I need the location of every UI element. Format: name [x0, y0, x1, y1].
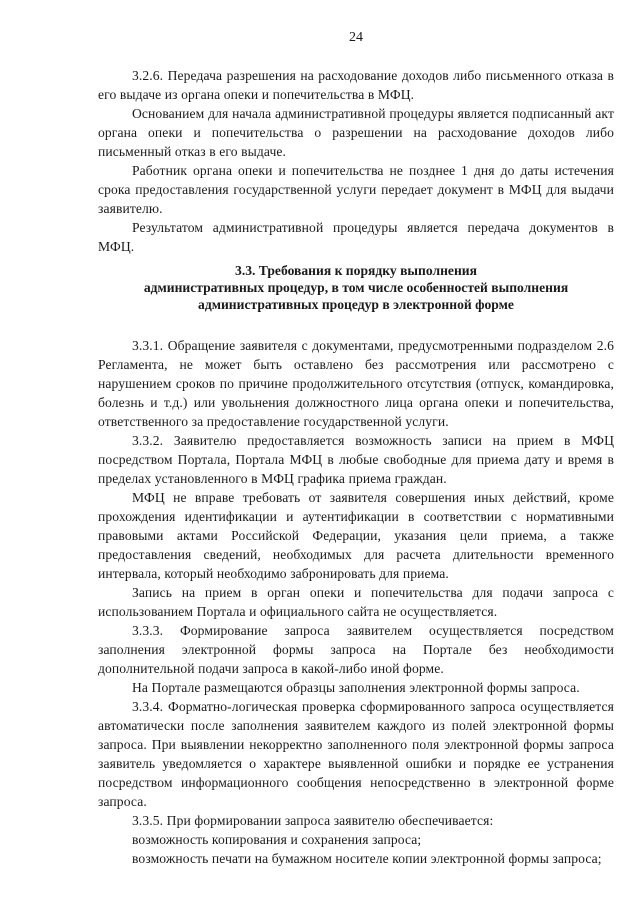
paragraphs-top — [98, 66, 614, 256]
paragraph: возможность печати на бумажном носителе копии электронной формы запроса; — [132, 851, 602, 866]
section-heading-line: административных процедур в электронной форме — [198, 297, 514, 312]
paragraph: 3.3.4. Форматно-логическая проверка сформированного запроса осуществляется автоматически после заполнения заявителем каждого из полей электронной формы запроса. При выявлении некорректно заполненного поля электронной формы запроса заявитель уведомляется о характере выявленной ошибки и порядке ее устранения посредством информационного сообщения непосредственно в электронной форме запроса. — [98, 699, 614, 809]
paragraph: 3.3.2. Заявителю предоставляется возможность записи на прием в МФЦ посредством Портала, Портала МФЦ в любые свободные для приема дату и время в пределах установленного в МФЦ графика приема граждан. — [98, 433, 614, 486]
paragraph: Работник органа опеки и попечительства не позднее 1 дня до даты истечения срока предоставления государственной услуги передает документ в МФЦ для выдачи заявителю. — [98, 163, 614, 216]
section-heading — [98, 262, 614, 313]
section-heading-line: 3.3. Требования к порядку выполнения — [235, 263, 477, 278]
paragraph: Основанием для начала административной процедуры является подписанный акт органа опеки и попечительства о разрешении на расходование доходов либо письменный отказ в его выдаче. — [98, 106, 614, 159]
paragraph: На Портале размещаются образцы заполнения электронной формы запроса. — [132, 680, 580, 695]
paragraph: 3.3.3. Формирование запроса заявителем осуществляется посредством заполнения электронной формы запроса на Портале без необходимости дополнительной подачи запроса в какой-либо иной форме. — [98, 623, 614, 676]
section-heading-line: административных процедур, в том числе особенностей выполнения — [143, 280, 569, 295]
paragraph: Запись на прием в орган опеки и попечительства для подачи запроса с использованием Портала и официального сайта не осуществляется. — [98, 585, 614, 619]
paragraph: МФЦ не вправе требовать от заявителя совершения иных действий, кроме прохождения идентификации и аутентификации в соответствии с нормативными правовыми актами Российской Федерации, указания цели приема, а также предоставления сведений, необходимых для расчета длительности временного интервала, который необходимо забронировать для приема. — [98, 490, 614, 581]
paragraph: возможность копирования и сохранения запроса; — [132, 832, 422, 847]
paragraph: 3.3.5. При формировании запроса заявителю обеспечивается: — [132, 813, 494, 828]
paragraphs-bottom — [98, 336, 614, 868]
paragraph: 3.2.6. Передача разрешения на расходование доходов либо письменного отказа в его выдаче из органа опеки и попечительства в МФЦ. — [98, 68, 614, 102]
page-number: 24 — [349, 30, 363, 45]
paragraph: 3.3.1. Обращение заявителя с документами, предусмотренными подразделом 2.6 Регламента, не может быть оставлено без рассмотрения или рассмотрено с нарушением сроков по причине продолжительного отсутствия (отпуск, командировка, болезнь и т.д.) или увольнения должностного лица органа опеки и попечительства, ответственного за предоставление государственной услуги. — [98, 338, 614, 429]
paragraph: Результатом административной процедуры является передача документов в МФЦ. — [98, 220, 614, 254]
